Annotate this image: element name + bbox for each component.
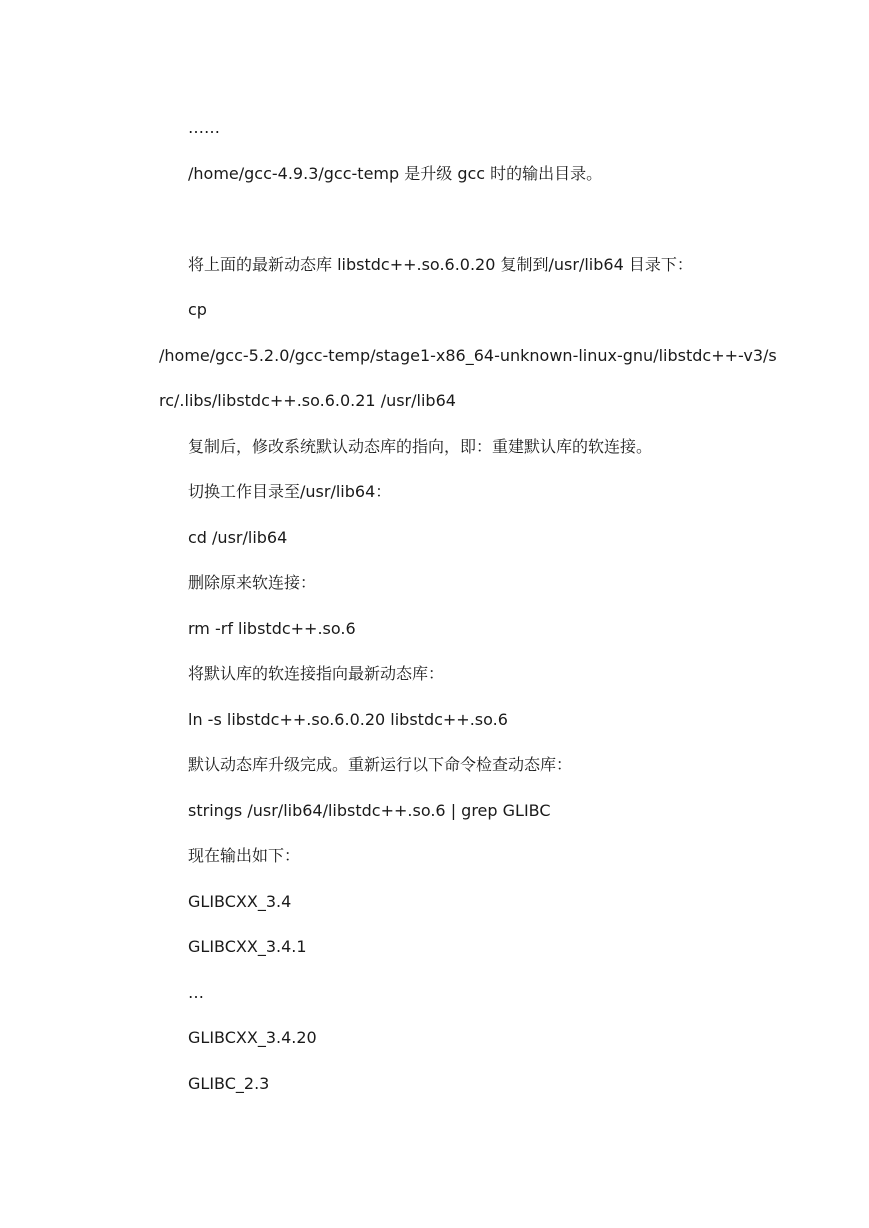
command-rm: rm -rf libstdc++.so.6 xyxy=(188,619,356,638)
ellipsis-line: …… xyxy=(188,118,220,137)
paragraph-copy-instruction: 将上面的最新动态库 libstdc++.so.6.0.20 复制到/usr/lib64 目录下： xyxy=(188,255,693,274)
output-line: GLIBCXX_3.4.1 xyxy=(188,937,307,956)
output-line: GLIBCXX_3.4 xyxy=(188,892,292,911)
command-cp-path-part2: rc/.libs/libstdc++.so.6.0.21 /usr/lib64 xyxy=(159,391,456,410)
command-strings: strings /usr/lib64/libstdc++.so.6 | grep GLIBC xyxy=(188,801,551,820)
command-ln: ln -s libstdc++.so.6.0.20 libstdc++.so.6 xyxy=(188,710,508,729)
output-line: GLIBCXX_3.4.20 xyxy=(188,1028,317,1047)
paragraph-upgrade-complete: 默认动态库升级完成。重新运行以下命令检查动态库： xyxy=(188,755,573,774)
command-cp: cp xyxy=(188,300,207,319)
paragraph-rebuild-link: 复制后，修改系统默认动态库的指向，即：重建默认库的软连接。 xyxy=(188,437,653,456)
paragraph-delete-link: 删除原来软连接： xyxy=(188,573,317,592)
output-line: GLIBC_2.3 xyxy=(188,1074,270,1093)
paragraph-point-link: 将默认库的软连接指向最新动态库： xyxy=(188,664,445,683)
paragraph-output-intro: 现在输出如下： xyxy=(188,846,301,865)
paragraph-output-dir: /home/gcc-4.9.3/gcc-temp 是升级 gcc 时的输出目录。 xyxy=(188,164,603,183)
command-cp-path-part1: /home/gcc-5.2.0/gcc-temp/stage1-x86_64-unknown-linux-gnu/libstdc++-v3/s xyxy=(159,346,777,365)
command-cd: cd /usr/lib64 xyxy=(188,528,288,547)
output-line: … xyxy=(188,983,204,1002)
paragraph-switch-dir: 切换工作目录至/usr/lib64： xyxy=(188,482,392,501)
